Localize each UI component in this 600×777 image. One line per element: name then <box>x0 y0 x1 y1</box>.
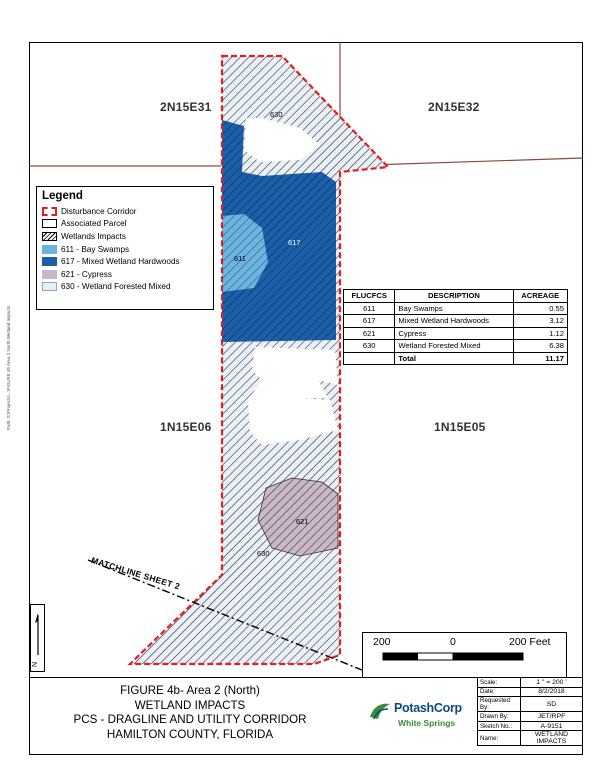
hardwoods-swatch <box>42 257 57 266</box>
scale-right-label: 200 Feet <box>509 636 551 648</box>
info-row <box>478 731 583 746</box>
table-cell: Cypress <box>395 327 513 340</box>
info-table <box>477 677 583 746</box>
info-row <box>478 687 583 697</box>
section-label-se: 1N15E05 <box>434 420 486 434</box>
cypress-swatch <box>42 270 57 279</box>
label-617: 617 <box>288 238 301 247</box>
table-header: FLUCFCS <box>344 290 395 303</box>
info-value: A-9151 <box>520 721 582 731</box>
file-path-note: Path: S:\Projects\...\FIGURE 4b Area 2 North Wetland Impacts <box>6 305 11 430</box>
legend-label: 630 - Wetland Forested Mixed <box>61 282 171 292</box>
matchline-label: MATCHLINE SHEET 2 <box>90 555 182 592</box>
logo-name: PotashCorp <box>394 701 462 715</box>
legend-label: Disturbance Corridor <box>61 206 137 216</box>
legend-item-630 <box>42 281 208 294</box>
north-label: N <box>32 661 40 668</box>
table-cell: Wetland Forested Mixed <box>395 340 513 353</box>
table-row <box>344 315 568 328</box>
legend-label: 621 - Cypress <box>61 269 112 279</box>
leaf-logo-icon <box>368 701 392 721</box>
table-cell: 621 <box>344 327 395 340</box>
forested-mixed-swatch <box>42 282 57 291</box>
info-label: Scale: <box>478 678 521 688</box>
section-label-nw: 2N15E31 <box>160 100 212 114</box>
legend-item-611 <box>42 243 208 256</box>
legend-item-parcel <box>42 218 208 231</box>
table-row <box>344 340 568 353</box>
legend-title: Legend <box>42 190 83 202</box>
info-row <box>478 697 583 712</box>
info-label: Sketch No.: <box>478 721 521 731</box>
scale-left-label: 200 <box>373 636 391 648</box>
north-arrow <box>30 604 45 672</box>
legend-item-617 <box>42 255 208 268</box>
legend-label: 617 - Mixed Wetland Hardwoods <box>61 257 180 267</box>
label-630-top: 630 <box>270 110 283 119</box>
table-cell: 611 <box>344 302 395 315</box>
info-row <box>478 678 583 688</box>
section-label-sw: 1N15E06 <box>160 420 212 434</box>
info-label: Requested By: <box>478 697 521 712</box>
info-row <box>478 712 583 722</box>
table-cell: Mixed Wetland Hardwoods <box>395 315 513 328</box>
table-header: DESCRIPTION <box>395 290 513 303</box>
info-label: Date: <box>478 687 521 697</box>
scale-bar <box>362 632 567 678</box>
table-row <box>344 327 568 340</box>
label-611: 611 <box>234 254 246 263</box>
info-value: WETLAND IMPACTS <box>520 731 582 746</box>
legend-label: 611 - Bay Swamps <box>61 244 130 254</box>
table-cell: 6.38 <box>513 340 567 353</box>
legend-item-621 <box>42 268 208 281</box>
legend-label: Wetlands Impacts <box>61 231 126 241</box>
table-cell: 617 <box>344 315 395 328</box>
table-header-row <box>344 290 568 303</box>
legend-label: Associated Parcel <box>61 219 127 229</box>
figure-title <box>40 684 340 742</box>
info-value: JET/RPF <box>520 712 582 722</box>
legend-item-wetlands <box>42 230 208 243</box>
table-cell: 630 <box>344 340 395 353</box>
corridor-swatch <box>42 207 57 216</box>
title-line-3: PCS - DRAGLINE AND UTILITY CORRIDOR <box>73 713 307 727</box>
wetland-swatch <box>42 232 57 241</box>
table-cell: 0.55 <box>513 302 567 315</box>
table-total-row <box>344 352 568 365</box>
table-cell: Total <box>395 352 513 365</box>
info-value: 8/2/2018 <box>520 687 582 697</box>
north-arrow-icon <box>31 611 44 661</box>
info-label: Name: <box>478 731 521 746</box>
table-header: ACREAGE <box>513 290 567 303</box>
legend <box>36 186 214 310</box>
logo-subtitle: White Springs <box>398 718 456 728</box>
title-line-1: FIGURE 4b- Area 2 (North) <box>120 684 260 697</box>
info-row <box>478 721 583 731</box>
scale-bar-graphic <box>363 633 568 679</box>
title-line-2: WETLAND IMPACTS <box>134 698 246 712</box>
legend-item-corridor <box>42 205 208 218</box>
parcel-swatch <box>42 219 57 228</box>
table-cell: Bay Swamps <box>395 302 513 315</box>
potashcorp-logo <box>368 697 472 737</box>
table-row <box>344 302 568 315</box>
section-label-ne: 2N15E32 <box>428 100 480 114</box>
table-cell: 11.17 <box>513 352 567 365</box>
flucfcs-table <box>343 289 568 365</box>
table-cell <box>344 352 395 365</box>
info-label: Drawn By: <box>478 712 521 722</box>
title-line-4: HAMILTON COUNTY, FLORIDA <box>106 727 274 741</box>
info-value: 1 " = 200 ' <box>520 678 582 688</box>
info-value: SD <box>520 697 582 712</box>
table-cell: 3.12 <box>513 315 567 328</box>
scale-mid-label: 0 <box>450 636 456 648</box>
bay-swamps-swatch <box>42 245 57 254</box>
label-630-bottom: 630 <box>257 549 270 558</box>
label-621: 621 <box>296 517 309 526</box>
table-cell: 1.12 <box>513 327 567 340</box>
